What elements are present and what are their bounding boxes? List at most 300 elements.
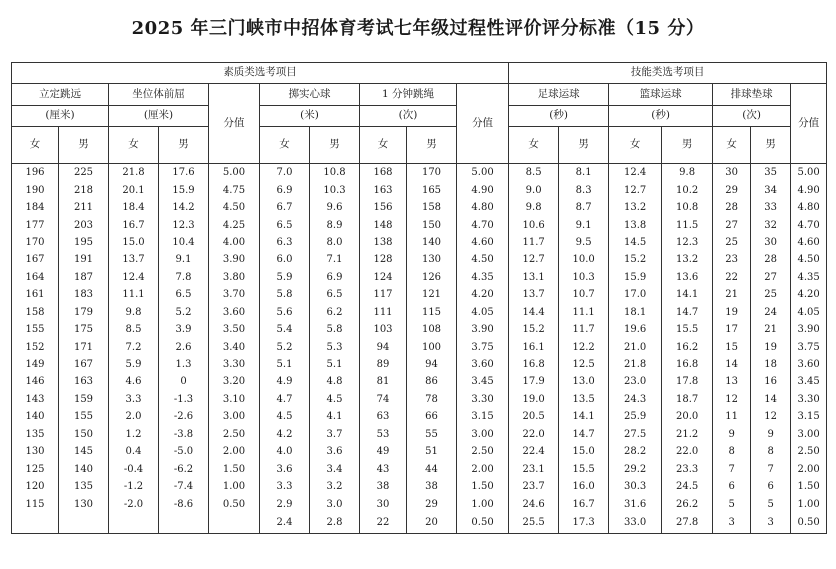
table-row [12, 356, 827, 373]
scoring-standard-table [11, 62, 827, 534]
table-cell: 3.6 [310, 443, 360, 460]
table-cell: 9.8 [662, 164, 713, 182]
table-cell: 155 [12, 321, 59, 338]
table-row [12, 443, 827, 460]
table-cell: 120 [12, 478, 59, 495]
table-cell: 128 [360, 251, 407, 268]
gender-female: 女 [260, 127, 310, 164]
table-cell: 4.90 [457, 181, 509, 198]
gender-male: 男 [407, 127, 457, 164]
table-cell: 2.00 [457, 460, 509, 477]
table-cell: 19.6 [609, 321, 662, 338]
table-cell: 6 [751, 478, 791, 495]
page-title: 2025 年三门峡市中招体育考试七年级过程性评价评分标准（15 分） [131, 18, 705, 39]
table-cell: 5.9 [260, 269, 310, 286]
score-header: 分值 [791, 84, 827, 164]
table-cell: 8.5 [509, 164, 559, 182]
table-cell: 23 [713, 251, 751, 268]
table-cell: 9.8 [509, 199, 559, 216]
table-cell: 7 [713, 460, 751, 477]
table-cell: 20 [407, 513, 457, 534]
table-cell: 13.2 [662, 251, 713, 268]
table-cell: 9.1 [559, 216, 609, 233]
table-cell: 20.1 [109, 181, 159, 198]
table-cell: 19 [713, 304, 751, 321]
table-cell: 5.2 [159, 304, 209, 321]
table-cell: 5.00 [209, 164, 260, 182]
table-cell: 5.4 [260, 321, 310, 338]
unit-label: (次) [713, 106, 791, 127]
item-medicine-ball: 掷实心球 [260, 84, 360, 106]
table-cell: 4.60 [457, 234, 509, 251]
table-cell: 149 [12, 356, 59, 373]
table-cell: 3.70 [209, 286, 260, 303]
table-cell: 10.3 [310, 181, 360, 198]
table-cell: 161 [12, 286, 59, 303]
table-cell: 38 [360, 478, 407, 495]
table-cell: 6.3 [260, 234, 310, 251]
table-cell: 1.50 [457, 478, 509, 495]
table-cell: 14.7 [662, 304, 713, 321]
table-cell: 3.2 [310, 478, 360, 495]
table-cell: 74 [360, 391, 407, 408]
table-cell: 225 [59, 164, 109, 182]
table-cell: 4.75 [209, 181, 260, 198]
table-cell: 11.5 [662, 216, 713, 233]
table-cell: 3.00 [209, 408, 260, 425]
table-cell: 6.5 [159, 286, 209, 303]
table-cell: 150 [59, 426, 109, 443]
table-cell: 15.5 [662, 321, 713, 338]
table-cell: 1.00 [457, 495, 509, 512]
table-cell: 9 [751, 426, 791, 443]
table-cell: 12.2 [559, 338, 609, 355]
table-cell: 6.0 [260, 251, 310, 268]
table-cell: -7.4 [159, 478, 209, 495]
table-cell: 86 [407, 373, 457, 390]
gender-female: 女 [109, 127, 159, 164]
table-cell: 4.9 [260, 373, 310, 390]
table-cell: 170 [407, 164, 457, 182]
table-cell: 21.0 [609, 338, 662, 355]
table-cell: 165 [407, 181, 457, 198]
table-cell: 0.50 [791, 513, 827, 534]
table-cell: 125 [12, 460, 59, 477]
table-cell: 8 [713, 443, 751, 460]
table-cell: 3.75 [791, 338, 827, 355]
table-cell [59, 513, 109, 534]
table-row [12, 181, 827, 198]
table-cell: 17 [713, 321, 751, 338]
table-cell: 126 [407, 269, 457, 286]
table-cell: 9.0 [509, 181, 559, 198]
table-cell: 0.50 [209, 495, 260, 512]
table-cell: 2.9 [260, 495, 310, 512]
table-cell: 4.70 [791, 216, 827, 233]
table-cell: 12.7 [609, 181, 662, 198]
table-cell: 2.50 [209, 426, 260, 443]
table-cell: 9.8 [109, 304, 159, 321]
table-cell: 17.0 [609, 286, 662, 303]
table-cell: 16 [751, 373, 791, 390]
table-cell: 4.60 [791, 234, 827, 251]
table-cell: 5.6 [260, 304, 310, 321]
table-cell: 2.00 [791, 460, 827, 477]
table-cell: 13 [713, 373, 751, 390]
table-cell: 16.7 [559, 495, 609, 512]
table-cell: 14.5 [609, 234, 662, 251]
table-cell: 187 [59, 269, 109, 286]
table-cell: 140 [59, 460, 109, 477]
table-cell: 16.8 [509, 356, 559, 373]
table-row [12, 199, 827, 216]
table-row [12, 495, 827, 512]
table-cell: 3.45 [457, 373, 509, 390]
table-cell: 0.4 [109, 443, 159, 460]
table-cell: 8 [751, 443, 791, 460]
table-cell [209, 513, 260, 534]
table-cell: 1.00 [791, 495, 827, 512]
table-cell: 1.3 [159, 356, 209, 373]
table-cell: 4.50 [791, 251, 827, 268]
table-cell: -5.0 [159, 443, 209, 460]
table-cell: 19.0 [509, 391, 559, 408]
table-row [12, 426, 827, 443]
table-cell: 3.60 [791, 356, 827, 373]
table-cell: 5.1 [310, 356, 360, 373]
table-cell: 16.1 [509, 338, 559, 355]
table-cell: 94 [407, 356, 457, 373]
table-cell: 24 [751, 304, 791, 321]
table-cell: 115 [12, 495, 59, 512]
table-cell: 38 [407, 478, 457, 495]
unit-label: (秒) [609, 106, 713, 127]
table-cell: 13.6 [662, 269, 713, 286]
table-row [12, 373, 827, 390]
table-cell: 4.8 [310, 373, 360, 390]
table-cell: 12.5 [559, 356, 609, 373]
table-cell: 6 [713, 478, 751, 495]
item-rope-skipping: 1 分钟跳绳 [360, 84, 457, 106]
table-row [12, 216, 827, 233]
table-cell: -2.6 [159, 408, 209, 425]
table-row [12, 269, 827, 286]
table-cell: 11 [713, 408, 751, 425]
table-cell: 16.8 [662, 356, 713, 373]
table-cell: 10.8 [662, 199, 713, 216]
table-cell: 164 [12, 269, 59, 286]
table-cell: 81 [360, 373, 407, 390]
table-cell: 30.3 [609, 478, 662, 495]
table-cell: 11.1 [559, 304, 609, 321]
item-standing-long-jump: 立定跳远 [12, 84, 109, 106]
table-cell: 5.8 [260, 286, 310, 303]
gender-female: 女 [713, 127, 751, 164]
table-cell: 4.90 [791, 181, 827, 198]
table-cell: 4.35 [457, 269, 509, 286]
table-cell: 195 [59, 234, 109, 251]
table-cell: 12.4 [609, 164, 662, 182]
table-cell: 148 [360, 216, 407, 233]
gender-female: 女 [609, 127, 662, 164]
table-cell: 7.8 [159, 269, 209, 286]
table-cell: 3.20 [209, 373, 260, 390]
table-cell: 12 [751, 408, 791, 425]
table-cell: 3 [751, 513, 791, 534]
table-cell: 21 [751, 321, 791, 338]
table-cell: 3.7 [310, 426, 360, 443]
table-cell: 9.5 [559, 234, 609, 251]
table-cell: 211 [59, 199, 109, 216]
table-cell: 3.80 [209, 269, 260, 286]
table-cell: 22 [360, 513, 407, 534]
table-cell: 167 [12, 251, 59, 268]
table-cell: 4.5 [310, 391, 360, 408]
table-cell: 27 [713, 216, 751, 233]
table-cell: 3.30 [209, 356, 260, 373]
table-cell: 53 [360, 426, 407, 443]
table-cell: 22.0 [509, 426, 559, 443]
table-cell: 13.5 [559, 391, 609, 408]
table-cell: -6.2 [159, 460, 209, 477]
table-cell: 12.4 [109, 269, 159, 286]
table-cell: 18 [751, 356, 791, 373]
table-cell: 130 [12, 443, 59, 460]
table-cell: 11.1 [109, 286, 159, 303]
table-body [12, 164, 827, 534]
table-cell: 5.9 [109, 356, 159, 373]
table-cell: 23.3 [662, 460, 713, 477]
table-row [12, 251, 827, 268]
table-cell: 15.0 [109, 234, 159, 251]
table-cell: 16.0 [559, 478, 609, 495]
table-cell: 163 [360, 181, 407, 198]
table-cell: 17.8 [662, 373, 713, 390]
table-cell: 167 [59, 356, 109, 373]
table-cell: 78 [407, 391, 457, 408]
table-cell: 2.8 [310, 513, 360, 534]
table-cell: 7.0 [260, 164, 310, 182]
table-cell: 203 [59, 216, 109, 233]
table-cell: 35 [751, 164, 791, 182]
table-cell: 21.8 [609, 356, 662, 373]
table-cell: 2.00 [209, 443, 260, 460]
table-cell: 158 [12, 304, 59, 321]
table-cell: 183 [59, 286, 109, 303]
table-cell: 130 [407, 251, 457, 268]
table-cell: 17.6 [159, 164, 209, 182]
table-cell: 2.0 [109, 408, 159, 425]
table-cell: 8.1 [559, 164, 609, 182]
table-cell: 4.1 [310, 408, 360, 425]
table-cell: 4.50 [457, 251, 509, 268]
table-cell: 4.20 [791, 286, 827, 303]
table-cell: 5.00 [457, 164, 509, 182]
table-cell: 10.0 [559, 251, 609, 268]
table-cell: 10.8 [310, 164, 360, 182]
gender-male: 男 [662, 127, 713, 164]
table-cell: 6.5 [310, 286, 360, 303]
table-row [12, 286, 827, 303]
table-cell: 3.30 [791, 391, 827, 408]
table-cell: 140 [12, 408, 59, 425]
table-cell: 8.5 [109, 321, 159, 338]
table-cell: 158 [407, 199, 457, 216]
table-cell: 4.05 [791, 304, 827, 321]
table-cell: 115 [407, 304, 457, 321]
unit-label: (次) [360, 106, 457, 127]
table-cell: 150 [407, 216, 457, 233]
group-header-row [12, 63, 827, 84]
table-cell: 13.7 [509, 286, 559, 303]
table-cell: 18.1 [609, 304, 662, 321]
table-cell: 51 [407, 443, 457, 460]
table-cell: 3.30 [457, 391, 509, 408]
score-header: 分值 [457, 84, 509, 164]
table-cell: 3.4 [310, 460, 360, 477]
table-cell: 4.70 [457, 216, 509, 233]
table-cell: 89 [360, 356, 407, 373]
table-cell: 4.25 [209, 216, 260, 233]
table-cell: 5 [751, 495, 791, 512]
table-cell: 29 [407, 495, 457, 512]
table-cell: 23.1 [509, 460, 559, 477]
table-cell: 15 [713, 338, 751, 355]
table-cell: 2.6 [159, 338, 209, 355]
table-cell: -3.8 [159, 426, 209, 443]
table-cell: 6.7 [260, 199, 310, 216]
table-cell: 3.00 [457, 426, 509, 443]
table-cell: 6.2 [310, 304, 360, 321]
table-cell: 19 [751, 338, 791, 355]
table-cell: 15.2 [509, 321, 559, 338]
table-cell: 49 [360, 443, 407, 460]
table-cell: 16.2 [662, 338, 713, 355]
table-cell: 121 [407, 286, 457, 303]
table-cell: 14 [713, 356, 751, 373]
table-cell: 28 [713, 199, 751, 216]
table-cell: 30 [751, 234, 791, 251]
table-cell: 8.0 [310, 234, 360, 251]
table-cell: -8.6 [159, 495, 209, 512]
table-cell: 26.2 [662, 495, 713, 512]
table-cell: 3.3 [260, 478, 310, 495]
table-cell: 3.60 [209, 304, 260, 321]
table-cell: 4.35 [791, 269, 827, 286]
table-cell: 63 [360, 408, 407, 425]
table-cell: 3.75 [457, 338, 509, 355]
table-cell: 25.5 [509, 513, 559, 534]
table-cell: 3.3 [109, 391, 159, 408]
table-cell [12, 513, 59, 534]
item-basketball-dribble: 篮球运球 [609, 84, 713, 106]
table-cell: 7 [751, 460, 791, 477]
table-cell: 27.5 [609, 426, 662, 443]
table-cell: 1.2 [109, 426, 159, 443]
table-cell: 190 [12, 181, 59, 198]
table-cell: 12.3 [159, 216, 209, 233]
table-cell: 16.7 [109, 216, 159, 233]
table-row [12, 391, 827, 408]
table-cell: 3 [713, 513, 751, 534]
unit-label: (厘米) [12, 106, 109, 127]
unit-label: (厘米) [109, 106, 209, 127]
table-cell: 179 [59, 304, 109, 321]
table-cell: 3.40 [209, 338, 260, 355]
item-unit-row [12, 106, 827, 127]
table-cell: 25 [751, 286, 791, 303]
table-cell: 12.3 [662, 234, 713, 251]
table-cell: 152 [12, 338, 59, 355]
table-cell: 3.45 [791, 373, 827, 390]
score-header: 分值 [209, 84, 260, 164]
table-cell: 25.9 [609, 408, 662, 425]
table-cell: 24.5 [662, 478, 713, 495]
table-cell: 196 [12, 164, 59, 182]
table-cell: 10.4 [159, 234, 209, 251]
table-cell: 12 [713, 391, 751, 408]
table-row [12, 408, 827, 425]
table-cell: 4.05 [457, 304, 509, 321]
table-cell: 135 [12, 426, 59, 443]
gender-male: 男 [310, 127, 360, 164]
table-cell: 2.4 [260, 513, 310, 534]
table-cell: -0.4 [109, 460, 159, 477]
table-cell: 15.5 [559, 460, 609, 477]
table-cell: 13.1 [509, 269, 559, 286]
table-cell: 10.2 [662, 181, 713, 198]
table-cell: 9.1 [159, 251, 209, 268]
gender-male: 男 [751, 127, 791, 164]
table-cell: 13.8 [609, 216, 662, 233]
table-cell: 5.3 [310, 338, 360, 355]
table-cell: 31.6 [609, 495, 662, 512]
table-cell: 111 [360, 304, 407, 321]
table-cell: 12.7 [509, 251, 559, 268]
table-row [12, 338, 827, 355]
table-cell: 3.60 [457, 356, 509, 373]
table-cell: 15.0 [559, 443, 609, 460]
table-cell: 218 [59, 181, 109, 198]
table-cell: 5.00 [791, 164, 827, 182]
table-row [12, 164, 827, 182]
table-cell: 13.7 [109, 251, 159, 268]
gender-male: 男 [559, 127, 609, 164]
table-cell: 25 [713, 234, 751, 251]
table-cell: 4.50 [209, 199, 260, 216]
table-row [12, 513, 827, 534]
table-cell: 22.0 [662, 443, 713, 460]
table-cell: 15.2 [609, 251, 662, 268]
table-cell: 20.0 [662, 408, 713, 425]
table-cell: 18.4 [109, 199, 159, 216]
table-cell: 11.7 [559, 321, 609, 338]
table-cell: 10.3 [559, 269, 609, 286]
table-cell: 8.3 [559, 181, 609, 198]
table-cell: 24.3 [609, 391, 662, 408]
table-cell: 143 [12, 391, 59, 408]
table-cell: 30 [713, 164, 751, 182]
group-header-quality: 素质类选考项目 [12, 63, 509, 84]
table-cell: 138 [360, 234, 407, 251]
table-cell: 0.50 [457, 513, 509, 534]
table-cell: 168 [360, 164, 407, 182]
table-cell: 3.15 [791, 408, 827, 425]
table-row [12, 321, 827, 338]
table-cell: 24.6 [509, 495, 559, 512]
table-cell: 17.3 [559, 513, 609, 534]
table-cell: 18.7 [662, 391, 713, 408]
